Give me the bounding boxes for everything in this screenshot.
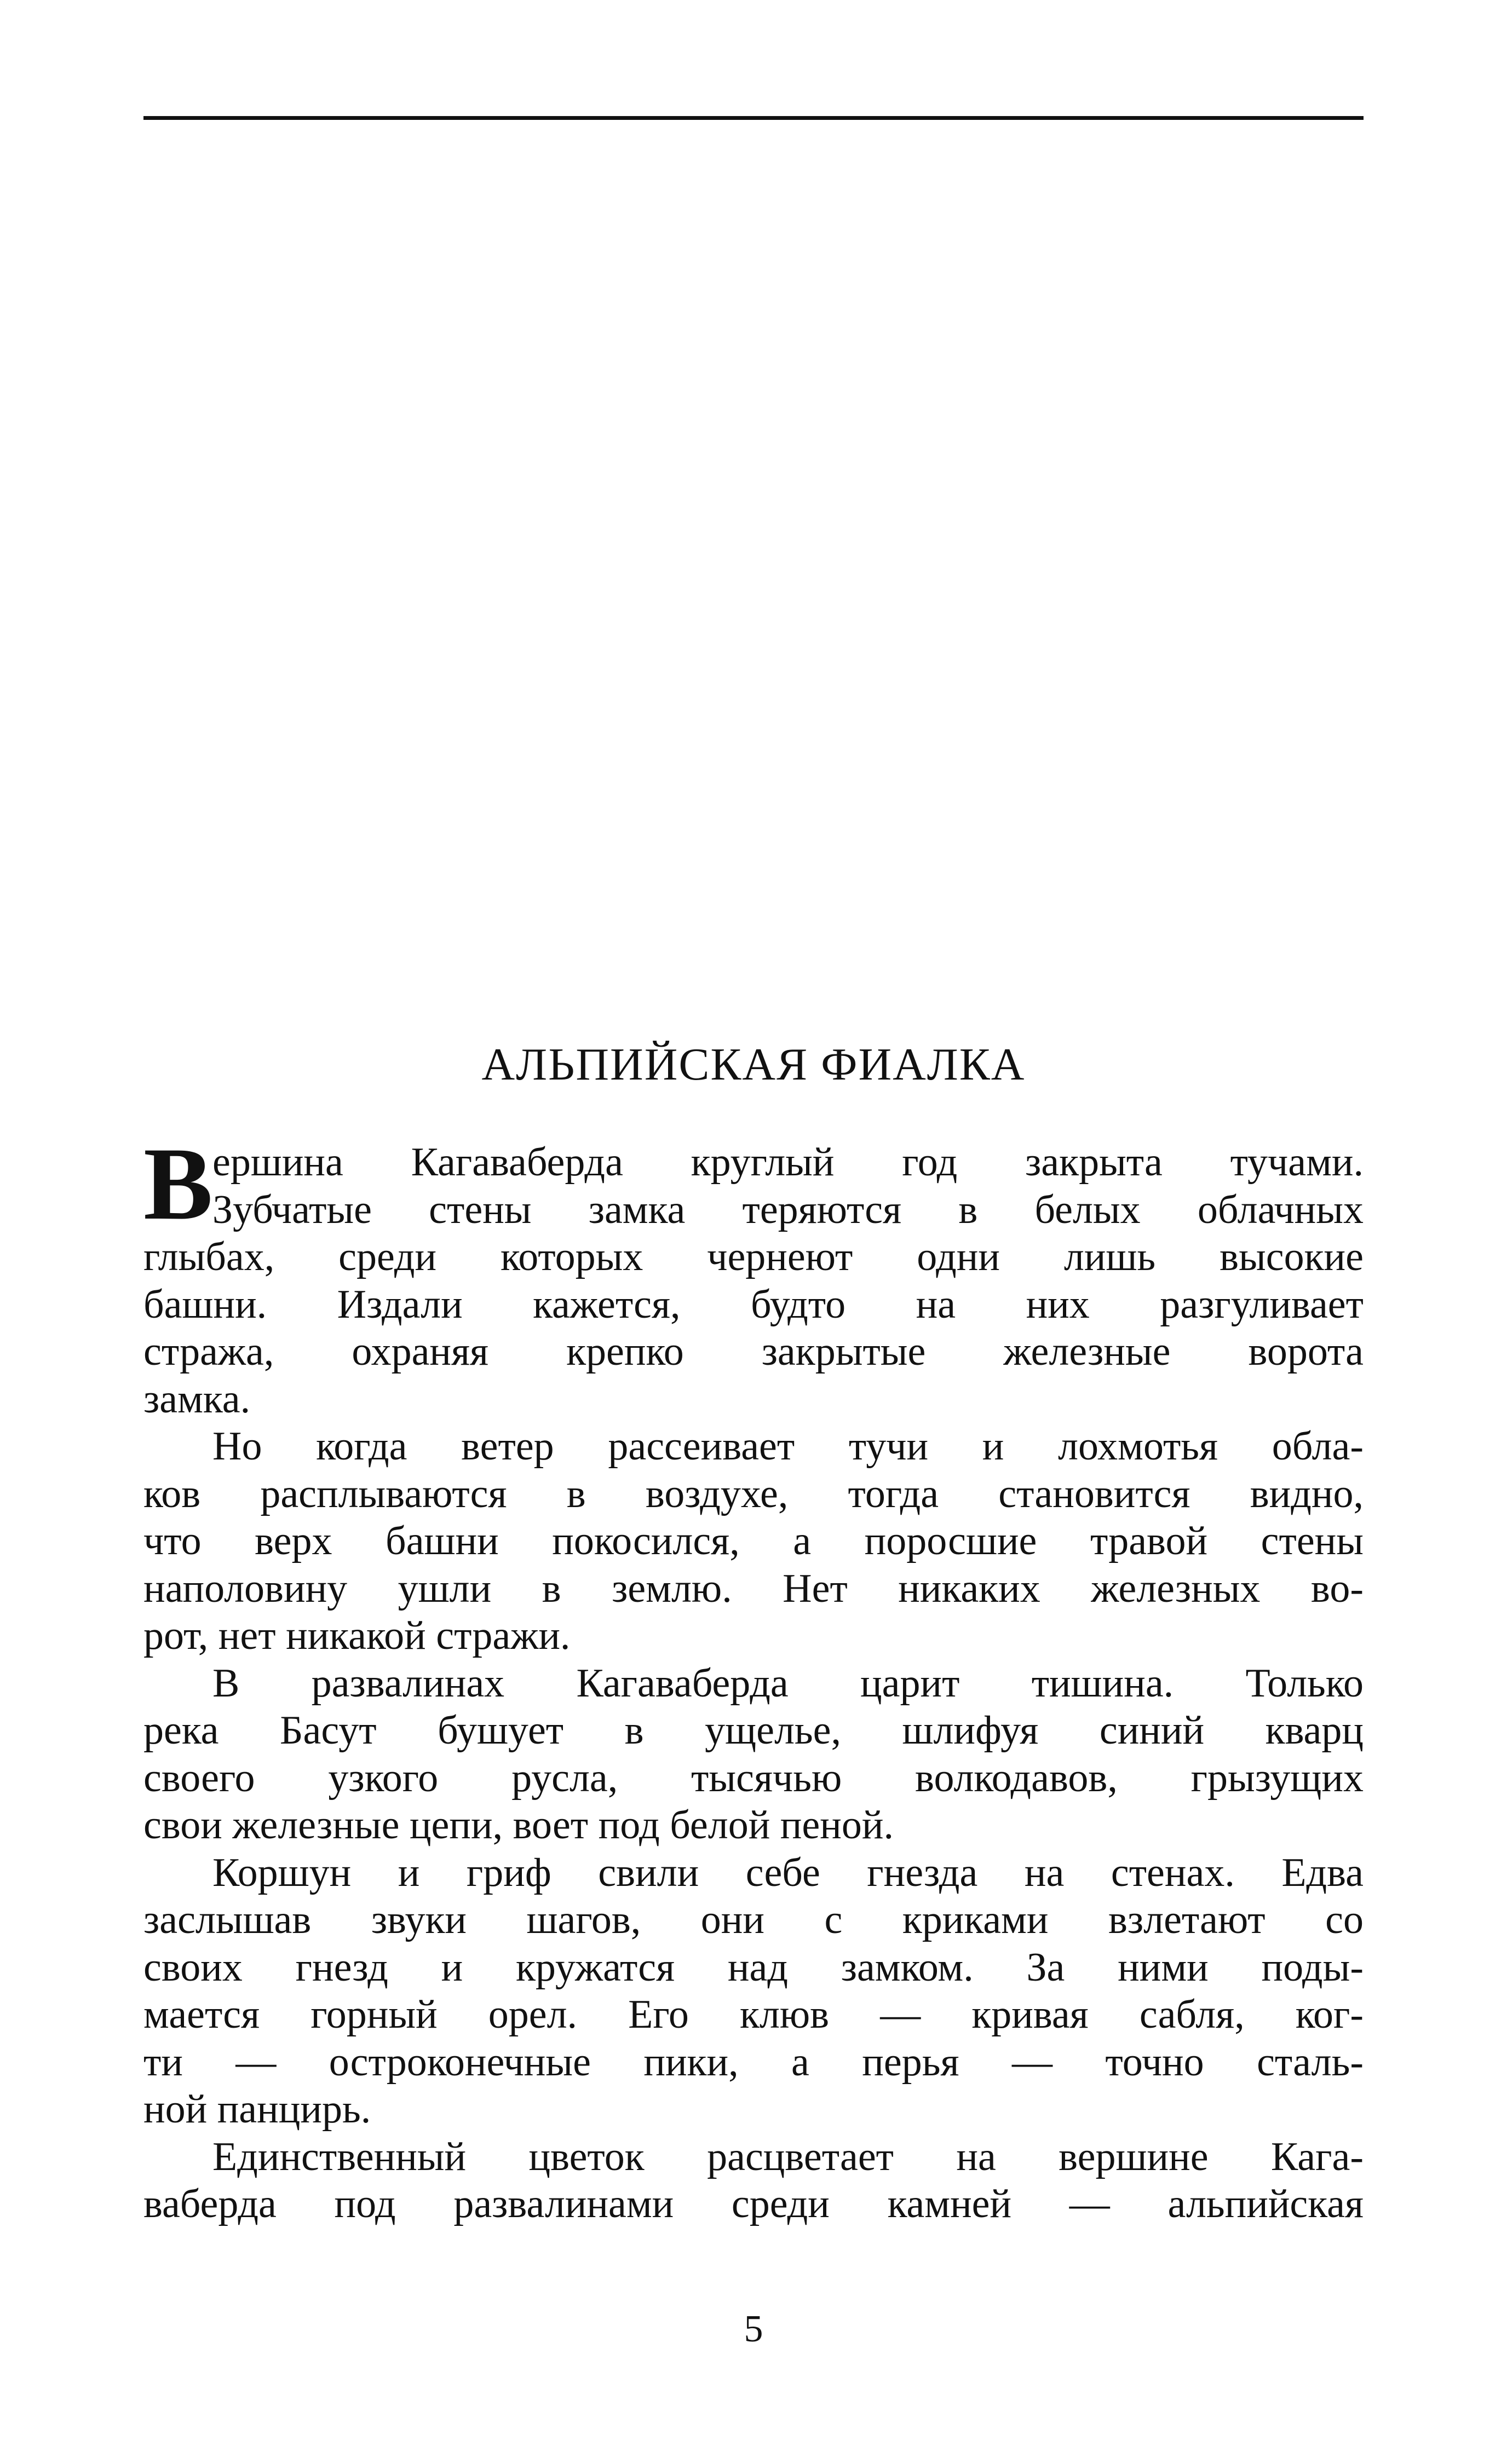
text-line: мается горный орел. Его клюв — кривая сабля, ког-	[143, 1992, 1364, 2037]
text-line: Зубчатые стены замка теряются в белых облачных	[212, 1187, 1364, 1232]
text-line: река Басут бушует в ущелье, шлифуя синий кварц	[143, 1708, 1364, 1753]
text-line: Единственный цветок расцветает на вершине Кага-	[212, 2134, 1364, 2179]
first-paragraph-start	[143, 1127, 1364, 1242]
top-rule	[143, 116, 1364, 120]
text-line: В развалинах Кагаваберда царит тишина. Только	[212, 1660, 1364, 1706]
chapter-title: АЛЬПИЙСКАЯ ФИАЛКА	[481, 1039, 1026, 1090]
text-line: своих гнезд и кружатся над замком. За ними поды-	[143, 1944, 1364, 1990]
text-line: своего узкого русла, тысячью волкодавов, грызущих	[143, 1755, 1364, 1801]
text-line: наполовину ушли в землю. Нет никаких железных во-	[143, 1566, 1364, 1611]
text-line: ков расплываются в воздухе, тогда становится видно,	[143, 1471, 1364, 1516]
body-text	[143, 1127, 1364, 2228]
text-line: стража, охраняя крепко закрытые железные ворота	[143, 1329, 1364, 1374]
drop-cap: В	[143, 1127, 213, 1242]
page-number: 5	[744, 2308, 763, 2350]
text-line: свои железные цепи, воет под белой пеной.	[143, 1803, 894, 1848]
text-line: Коршун и гриф свили себе гнезда на стенах. Едва	[212, 1850, 1364, 1895]
text-line: глыбах, среди которых чернеют одни лишь высокие	[143, 1234, 1364, 1279]
text-line: рот, нет никакой стражи.	[143, 1613, 571, 1658]
text-line: заслышав звуки шагов, они с криками взлетают со	[143, 1897, 1364, 1942]
text-line: Но когда ветер рассеивает тучи и лохмотья обла-	[212, 1424, 1364, 1469]
text-line: замка.	[143, 1376, 251, 1422]
text-line: что верх башни покосился, а поросшие травой стены	[143, 1519, 1364, 1563]
text-line: башни. Издали кажется, будто на них разгуливает	[143, 1282, 1364, 1327]
text-line: ной панцирь.	[143, 2087, 371, 2132]
text-line: ти — остроконечные пики, а перья — точно сталь-	[143, 2039, 1364, 2085]
text-line: ершина Кагаваберда круглый год закрыта тучами.	[212, 1140, 1364, 1185]
text-line: ваберда под развалинами среди камней — альпийская	[143, 2182, 1364, 2226]
